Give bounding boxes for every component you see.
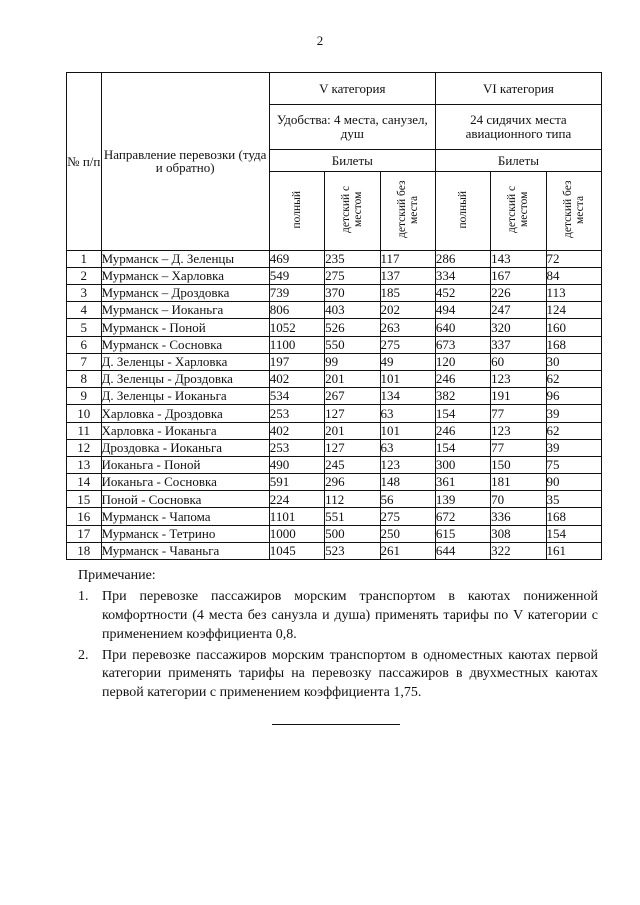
row-number: 12	[67, 439, 102, 456]
price-cell: 253	[269, 405, 324, 422]
route-cell: Мурманск – Дроздовка	[101, 285, 269, 302]
price-cell: 402	[269, 422, 324, 439]
price-cell: 137	[380, 267, 435, 284]
header-vi-child-seat	[491, 172, 546, 251]
price-cell: 246	[435, 370, 490, 387]
price-cell: 322	[491, 542, 546, 559]
table-row	[67, 319, 602, 336]
price-cell: 161	[546, 542, 601, 559]
row-number: 6	[67, 336, 102, 353]
route-cell: Мурманск - Тетрино	[101, 525, 269, 542]
row-number: 13	[67, 456, 102, 473]
price-cell: 49	[380, 353, 435, 370]
route-cell: Харловка - Дроздовка	[101, 405, 269, 422]
price-cell: 63	[380, 405, 435, 422]
price-cell: 185	[380, 285, 435, 302]
route-cell: Мурманск - Сосновка	[101, 336, 269, 353]
table-row	[67, 250, 602, 267]
price-cell: 550	[325, 336, 380, 353]
header-category-vi-tickets: Билеты	[435, 150, 601, 172]
route-cell: Поной - Сосновка	[101, 491, 269, 508]
price-cell: 494	[435, 302, 490, 319]
price-cell: 469	[269, 250, 324, 267]
price-cell: 123	[491, 422, 546, 439]
header-v-child-seat	[325, 172, 380, 251]
price-cell: 403	[325, 302, 380, 319]
header-category-vi: VI категория	[435, 73, 601, 105]
price-cell: 286	[435, 250, 490, 267]
price-cell: 226	[491, 285, 546, 302]
price-cell: 154	[435, 439, 490, 456]
header-vi-full-label: полный	[456, 190, 469, 229]
route-cell: Мурманск - Чапома	[101, 508, 269, 525]
price-cell: 123	[380, 456, 435, 473]
header-vi-child-no-seat	[546, 172, 601, 251]
price-cell: 644	[435, 542, 490, 559]
table-row	[67, 491, 602, 508]
route-cell: Мурманск - Поной	[101, 319, 269, 336]
price-cell: 253	[269, 439, 324, 456]
price-cell: 191	[491, 388, 546, 405]
price-cell: 134	[380, 388, 435, 405]
price-cell: 148	[380, 474, 435, 491]
header-v-child-no-seat	[380, 172, 435, 251]
price-cell: 300	[435, 456, 490, 473]
price-cell: 1101	[269, 508, 324, 525]
note-text: При перевозке пассажиров морским транспортом в каютах пониженной комфортности (4 места без санузла и душа) применять тарифы по V категории с применением коэффициента 0,8.	[102, 588, 598, 642]
price-cell: 549	[269, 267, 324, 284]
price-cell: 246	[435, 422, 490, 439]
price-cell: 90	[546, 474, 601, 491]
price-cell: 320	[491, 319, 546, 336]
price-cell: 591	[269, 474, 324, 491]
price-cell: 143	[491, 250, 546, 267]
route-cell: Мурманск - Чаваньга	[101, 542, 269, 559]
price-cell: 96	[546, 388, 601, 405]
header-v-child-seat-label: детский с местом	[340, 185, 365, 234]
header-category-v-amenities: Удобства: 4 места, санузел, душ	[269, 105, 435, 150]
row-number: 8	[67, 370, 102, 387]
note-item	[78, 647, 598, 704]
price-cell: 245	[325, 456, 380, 473]
price-cell: 101	[380, 422, 435, 439]
price-cell: 63	[380, 439, 435, 456]
price-cell: 160	[546, 319, 601, 336]
divider-line	[272, 724, 400, 725]
header-category-vi-amenities: 24 сидячих места авиационного типа	[435, 105, 601, 150]
price-cell: 62	[546, 422, 601, 439]
header-route: Направление перевозки (туда и обратно)	[101, 73, 269, 251]
price-cell: 201	[325, 370, 380, 387]
price-cell: 168	[546, 508, 601, 525]
table-row	[67, 456, 602, 473]
notes-title: Примечание:	[78, 568, 156, 583]
price-cell: 452	[435, 285, 490, 302]
price-cell: 382	[435, 388, 490, 405]
table-row	[67, 525, 602, 542]
price-cell: 523	[325, 542, 380, 559]
price-cell: 56	[380, 491, 435, 508]
price-cell: 120	[435, 353, 490, 370]
table-row	[67, 302, 602, 319]
route-cell: Харловка - Иоканьга	[101, 422, 269, 439]
price-cell: 739	[269, 285, 324, 302]
price-cell: 30	[546, 353, 601, 370]
table-row	[67, 439, 602, 456]
header-category-v-tickets: Билеты	[269, 150, 435, 172]
row-number: 2	[67, 267, 102, 284]
price-cell: 490	[269, 456, 324, 473]
price-cell: 275	[380, 336, 435, 353]
price-cell: 500	[325, 525, 380, 542]
price-cell: 62	[546, 370, 601, 387]
price-cell: 1000	[269, 525, 324, 542]
row-number: 1	[67, 250, 102, 267]
price-cell: 263	[380, 319, 435, 336]
tariff-table	[66, 72, 602, 560]
price-cell: 526	[325, 319, 380, 336]
table-row	[67, 336, 602, 353]
row-number: 18	[67, 542, 102, 559]
page-number: 2	[316, 33, 324, 48]
price-cell: 112	[325, 491, 380, 508]
price-cell: 39	[546, 439, 601, 456]
note-number: 2.	[78, 647, 89, 663]
price-cell: 72	[546, 250, 601, 267]
row-number: 3	[67, 285, 102, 302]
price-cell: 224	[269, 491, 324, 508]
row-number: 7	[67, 353, 102, 370]
price-cell: 551	[325, 508, 380, 525]
price-cell: 247	[491, 302, 546, 319]
row-number: 14	[67, 474, 102, 491]
price-cell: 101	[380, 370, 435, 387]
header-number: № п/п	[67, 73, 102, 251]
price-cell: 197	[269, 353, 324, 370]
price-cell: 99	[325, 353, 380, 370]
table-row	[67, 542, 602, 559]
table-row	[67, 474, 602, 491]
route-cell: Мурманск – Харловка	[101, 267, 269, 284]
row-number: 11	[67, 422, 102, 439]
price-cell: 1045	[269, 542, 324, 559]
table-row	[67, 388, 602, 405]
row-number: 15	[67, 491, 102, 508]
header-vi-full	[435, 172, 490, 251]
price-cell: 150	[491, 456, 546, 473]
price-cell: 640	[435, 319, 490, 336]
price-cell: 296	[325, 474, 380, 491]
note-item	[78, 588, 598, 645]
price-cell: 370	[325, 285, 380, 302]
price-cell: 673	[435, 336, 490, 353]
route-cell: Мурманск – Д. Зеленцы	[101, 250, 269, 267]
price-cell: 35	[546, 491, 601, 508]
route-cell: Иоканьга - Поной	[101, 456, 269, 473]
price-cell: 39	[546, 405, 601, 422]
row-number: 4	[67, 302, 102, 319]
route-cell: Д. Зеленцы - Иоканьга	[101, 388, 269, 405]
price-cell: 127	[325, 405, 380, 422]
price-cell: 336	[491, 508, 546, 525]
price-cell: 534	[269, 388, 324, 405]
route-cell: Д. Зеленцы - Харловка	[101, 353, 269, 370]
notes-section	[78, 567, 598, 703]
table-row	[67, 508, 602, 525]
route-cell: Мурманск – Иоканьга	[101, 302, 269, 319]
table-row	[67, 370, 602, 387]
price-cell: 167	[491, 267, 546, 284]
price-cell: 806	[269, 302, 324, 319]
price-cell: 202	[380, 302, 435, 319]
price-cell: 77	[491, 405, 546, 422]
row-number: 5	[67, 319, 102, 336]
price-cell: 1100	[269, 336, 324, 353]
price-cell: 77	[491, 439, 546, 456]
route-cell: Дроздовка - Иоканьга	[101, 439, 269, 456]
price-cell: 117	[380, 250, 435, 267]
header-v-full	[269, 172, 324, 251]
table-row	[67, 353, 602, 370]
price-cell: 127	[325, 439, 380, 456]
note-text: При перевозке пассажиров морским транспортом в одноместных каютах первой категории применять тарифы на перевозку пассажиров в двухместных каютах первой категории с применением коэффициента 1,75.	[102, 647, 598, 701]
price-cell: 70	[491, 491, 546, 508]
table-header	[67, 73, 602, 251]
price-cell: 235	[325, 250, 380, 267]
price-cell: 672	[435, 508, 490, 525]
price-cell: 250	[380, 525, 435, 542]
note-number: 1.	[78, 588, 89, 604]
price-cell: 615	[435, 525, 490, 542]
table-row	[67, 422, 602, 439]
price-cell: 361	[435, 474, 490, 491]
price-cell: 123	[491, 370, 546, 387]
price-cell: 84	[546, 267, 601, 284]
price-cell: 1052	[269, 319, 324, 336]
header-vi-child-seat-label: детский с местом	[506, 185, 531, 234]
price-cell: 124	[546, 302, 601, 319]
price-cell: 267	[325, 388, 380, 405]
price-cell: 181	[491, 474, 546, 491]
price-cell: 275	[380, 508, 435, 525]
price-cell: 337	[491, 336, 546, 353]
table-row	[67, 285, 602, 302]
route-cell: Иоканьга - Сосновка	[101, 474, 269, 491]
row-number: 9	[67, 388, 102, 405]
price-cell: 308	[491, 525, 546, 542]
price-cell: 60	[491, 353, 546, 370]
price-cell: 113	[546, 285, 601, 302]
price-cell: 201	[325, 422, 380, 439]
row-number: 17	[67, 525, 102, 542]
price-cell: 154	[546, 525, 601, 542]
header-vi-child-no-seat-label: детский без места	[561, 180, 586, 239]
route-cell: Д. Зеленцы - Дроздовка	[101, 370, 269, 387]
header-v-child-no-seat-label: детский без места	[395, 180, 420, 239]
price-cell: 261	[380, 542, 435, 559]
price-cell: 75	[546, 456, 601, 473]
row-number: 10	[67, 405, 102, 422]
price-cell: 139	[435, 491, 490, 508]
price-cell: 334	[435, 267, 490, 284]
header-category-v: V категория	[269, 73, 435, 105]
price-cell: 402	[269, 370, 324, 387]
table-row	[67, 267, 602, 284]
row-number: 16	[67, 508, 102, 525]
table-body	[67, 250, 602, 559]
table-row	[67, 405, 602, 422]
price-cell: 275	[325, 267, 380, 284]
price-cell: 168	[546, 336, 601, 353]
header-v-full-label: полный	[290, 190, 303, 229]
price-cell: 154	[435, 405, 490, 422]
